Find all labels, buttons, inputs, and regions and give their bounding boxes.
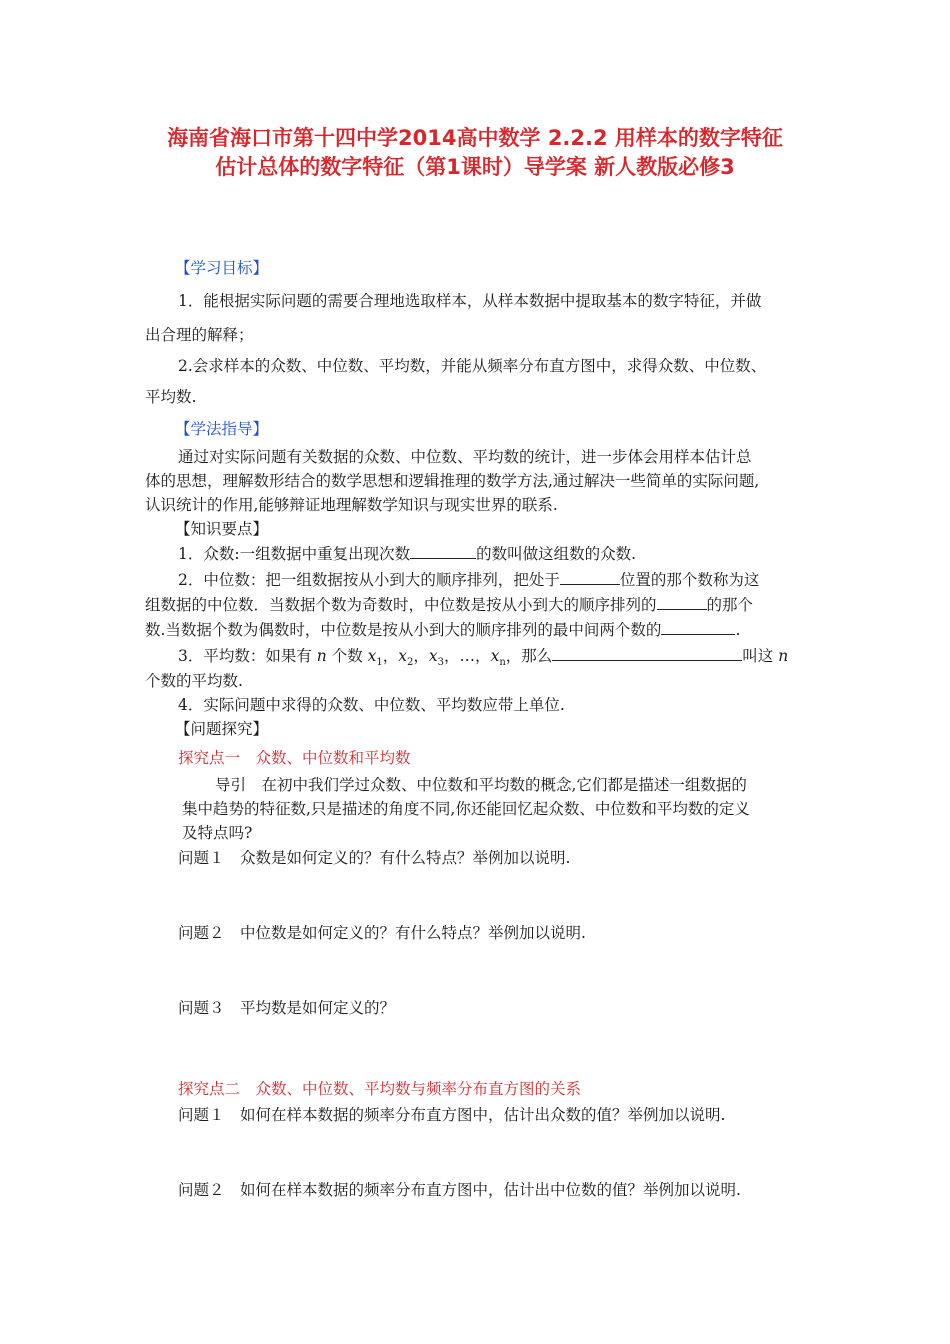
var-n: n xyxy=(316,647,327,665)
method-line-1: 通过对实际问题有关数据的众数、中位数、平均数的统计，进一步体会用样本估计总 xyxy=(178,448,752,466)
point2-question-2: 问题２ 如何在样本数据的频率分布直方图中，估计出中位数的值？举例加以说明. xyxy=(178,1181,741,1199)
var-x1: x xyxy=(367,647,377,665)
ellipsis: ，…， xyxy=(444,647,491,665)
knowledge-2-text-a: 2．中位数：把一组数据按从小到大的顺序排列，把处于 xyxy=(178,571,560,589)
blank-median-position[interactable] xyxy=(560,569,620,585)
blank-mode-frequency[interactable] xyxy=(410,543,476,559)
knowledge-item-4: 4．实际问题中求得的众数、中位数、平均数应带上单位. xyxy=(178,696,565,714)
explore-point-1: 探究点一 众数、中位数和平均数 xyxy=(178,749,411,767)
method-line-3: 认识统计的作用,能够辩证地理解数学知识与现实世界的联系. xyxy=(145,496,558,514)
objective-2-line-b: 平均数. xyxy=(145,388,197,406)
knowledge-2-text-b: 位置的那个数称为这 xyxy=(619,571,760,589)
knowledge-3-text-c: ，那么 xyxy=(505,647,553,665)
knowledge-item-1 xyxy=(178,543,636,565)
explore-point-2: 探究点二 众数、中位数、平均数与频率分布直方图的关系 xyxy=(178,1080,582,1098)
knowledge-1-text-a: 1．众数:一组数据中重复出现次数 xyxy=(178,545,411,563)
method-line-2: 体的思想，理解数形结合的数学思想和逻辑推理的数学方法,通过解决一些简单的实际问题, xyxy=(145,472,760,490)
blank-median-odd[interactable] xyxy=(657,594,707,610)
knowledge-3-text-d: 叫这 xyxy=(742,647,779,665)
knowledge-2-text-f: . xyxy=(735,621,741,639)
doc-title-line-1: 海南省海口市第十四中学2014高中数学 2.2.2 用样本的数字特征 xyxy=(167,126,783,150)
knowledge-item-3-line-b: 个数的平均数. xyxy=(145,672,243,690)
var-n-2: n xyxy=(778,647,789,665)
knowledge-item-2-line-a xyxy=(178,569,759,591)
doc-title-line-2: 估计总体的数字特征（第1课时）导学案 新人教版必修3 xyxy=(215,155,735,179)
blank-median-even[interactable] xyxy=(661,619,735,635)
knowledge-item-2-line-c xyxy=(145,619,740,641)
objective-1-line-a: 1．能根据实际问题的需要合理地选取样本，从样本数据中提取基本的数字特征，并做 xyxy=(178,292,762,310)
knowledge-3-text-a: 3．平均数：如果有 xyxy=(178,647,317,665)
var-x2: x xyxy=(398,647,408,665)
knowledge-2-text-e: 数.当数据个数为偶数时，中位数是按从小到大的顺序排列的最中间两个数的 xyxy=(145,621,662,639)
sub-2: 2 xyxy=(407,657,414,669)
sub-1: 1 xyxy=(376,657,383,669)
point2-question-1: 问题１ 如何在样本数据的频率分布直方图中，估计出众数的值？举例加以说明. xyxy=(178,1106,726,1124)
knowledge-2-text-d: 的那个 xyxy=(706,596,754,614)
explore-heading: 【问题探究】 xyxy=(175,720,269,738)
guide-line-a: 导引 在初中我们学过众数、中位数和平均数的概念,它们都是描述一组数据的 xyxy=(215,776,747,794)
point1-question-2: 问题２ 中位数是如何定义的？有什么特点？举例加以说明. xyxy=(178,924,586,942)
point1-question-3: 问题３ 平均数是如何定义的？ xyxy=(178,999,396,1017)
guide-line-b: 集中趋势的特征数,只是描述的角度不同,你还能回忆起众数、中位数和平均数的定义 xyxy=(182,800,750,818)
objective-2-line-a: 2.会求样本的众数、中位数、平均数，并能从频率分布直方图中，求得众数、中位数、 xyxy=(178,357,767,375)
objective-1-line-b: 出合理的解释； xyxy=(145,326,254,344)
sub-3: 3 xyxy=(437,657,445,669)
knowledge-3-text-b: 个数 xyxy=(326,647,368,665)
knowledge-1-text-b: 的数叫做这组数的众数. xyxy=(476,545,637,563)
var-x3: x xyxy=(428,647,438,665)
sub-n: n xyxy=(499,657,506,669)
knowledge-heading: 【知识要点】 xyxy=(175,520,269,538)
method-heading: 【学法指导】 xyxy=(175,420,269,438)
objectives-heading: 【学习目标】 xyxy=(175,259,269,277)
point1-question-1: 问题１ 众数是如何定义的？有什么特点？举例加以说明. xyxy=(178,849,571,867)
knowledge-item-3-line-a: 3．平均数：如果有 n 个数 $x_1$，$x_2$，$x_3$，…，$x_n$，那么 叫这 n xyxy=(178,647,789,669)
knowledge-item-2-line-b xyxy=(145,594,753,616)
knowledge-2-text-c: 组数据的中位数．当数据个数为奇数时，中位数是按从小到大的顺序排列的 xyxy=(145,596,657,614)
guide-line-c: 及特点吗? xyxy=(182,824,253,842)
blank-mean-formula[interactable] xyxy=(552,645,742,661)
var-xn: x xyxy=(490,647,500,665)
